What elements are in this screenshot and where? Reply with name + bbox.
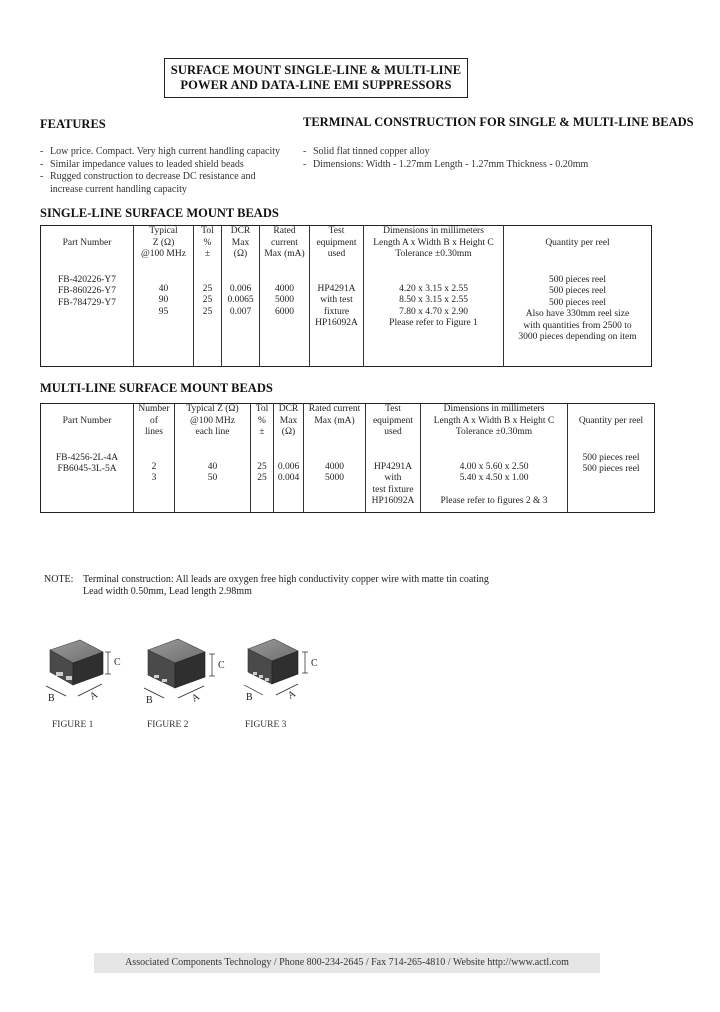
header-lines: Number [138,404,170,414]
terminal-item: - Dimensions: Width - 1.27mm Length - 1.27mm Thickness - 0.20mm [303,159,683,172]
dimensions-value: 8.50 x 3.15 x 2.55 [399,295,468,305]
current-value: 5000 [275,295,294,305]
footer-bar [94,953,600,973]
terminal-heading: TERMINAL CONSTRUCTION FOR SINGLE & MULTI-LINE BEADS [303,115,694,129]
header-z: each line [195,427,230,437]
header-equip: Test [328,226,345,236]
header-equip: equipment [316,237,357,248]
figure-3-a-label: A [286,688,298,702]
figure-2-c-label: C [218,660,225,671]
dcr-column [222,226,260,367]
dimensions-value: 4.00 x 5.60 x 2.50 [459,461,529,472]
header-z: Z (Ω) [152,237,175,248]
figure-3-label: FIGURE 3 [245,720,287,730]
figure-1-b-label: B [48,693,55,704]
current-column [304,404,366,513]
quantity-value: 500 pieces reel [549,286,606,296]
header-dcr: (Ω) [233,249,248,259]
header-z: Typical Z (Ω) [186,404,239,414]
header-current: Rated current [308,404,361,414]
equipment-value: with test [320,295,353,305]
figure-3-bead [248,639,298,684]
impedance-column [134,226,194,367]
features-heading: FEATURES [40,117,106,131]
equipment-value: with [384,473,402,483]
tolerance-value: 25 [202,295,213,305]
dimensions-column [364,226,504,367]
header-part: Part Number [62,416,112,426]
header-dims: Tolerance ±0.30mm [455,427,533,437]
equipment-value: test fixture [372,484,414,495]
header-dims: Length A x Width B x Height C [373,237,494,248]
lines-value: 3 [151,473,157,483]
current-column [260,226,310,367]
header-equip: equipment [372,415,414,426]
header-equip: used [384,427,402,437]
part-number-column [41,404,134,513]
header-tol: ± [204,249,211,259]
header-current: Max (mA) [264,249,305,259]
part-number: FB-4256-2L-4A [55,452,119,463]
header-dims: Tolerance ±0.30mm [395,249,472,259]
part-number: FB-420226-Y7 [57,274,117,285]
figure-2-a-label: A [190,691,202,705]
dcr-value: 0.004 [277,473,300,483]
header-tol: ± [259,427,265,437]
multi-line-table [40,403,655,513]
equipment-column [310,226,364,367]
quantity-value: 500 pieces reel [549,297,606,308]
current-value: 5000 [325,473,344,483]
header-dcr: Max [231,237,250,248]
quantity-column [504,226,652,367]
header-tol: Tol [201,226,214,236]
equipment-value: HP16092A [371,496,415,506]
part-number: FB6045-3L-5A [57,464,117,474]
figure-1-c-label: C [114,657,121,668]
header-current: Max (mA) [314,415,355,426]
figure-2-label: FIGURE 2 [147,720,189,730]
equipment-value: HP4291A [317,283,356,294]
header-qty: Quantity per reel [545,238,610,248]
header-z: Typical [149,226,178,236]
header-dcr: DCR [230,226,251,236]
impedance-value: 95 [158,306,169,317]
title-box [164,58,468,98]
figure-3-c-label: C [311,658,318,669]
impedance-value: 50 [207,473,218,483]
tolerance-value: 25 [257,473,267,483]
header-equip: Test [385,404,401,414]
header-dcr: DCR [278,404,299,414]
dcr-value: 0.006 [229,283,252,294]
tolerance-column [251,404,274,513]
dcr-value: 0.007 [229,306,252,317]
footer-text: Associated Components Technology / Phone 800-234-2645 / Fax 714-265-4810 / Website http://www.actl.com [125,957,569,968]
table-row [41,226,652,367]
figure-3-b-label: B [246,692,253,703]
equipment-column [366,404,421,513]
current-value: 4000 [275,283,294,294]
quantity-value: 3000 pieces depending on item [518,332,637,342]
header-dcr: (Ω) [281,427,296,437]
tolerance-value: 25 [257,461,267,472]
lines-column [134,404,175,513]
tolerance-value: 25 [202,283,213,294]
quantity-value: 500 pieces reel [549,274,606,285]
table-row [41,404,655,513]
title-line-2: POWER AND DATA-LINE EMI SUPPRESSORS [180,78,452,92]
header-z: @100 MHz [190,415,235,426]
terminal-item: - Solid flat tinned copper alloy [303,146,683,159]
quantity-column [568,404,655,513]
figure-1-a-label: A [88,689,100,703]
quantity-value: with quantities from 2500 to [523,320,632,331]
note-label: NOTE: [44,574,74,585]
quantity-value: 500 pieces reel [582,464,640,474]
quantity-value: 500 pieces reel [582,452,640,463]
multi-line-heading: MULTI-LINE SURFACE MOUNT BEADS [40,381,273,395]
dcr-value: 0.0065 [227,295,254,305]
feature-item: - Rugged construction to decrease DC resistance and increase current handling capacity [40,171,290,196]
header-part: Part Number [62,238,112,248]
figure-1-bead [50,640,103,685]
part-number: FB-784729-Y7 [57,297,117,308]
equipment-value: HP4291A [373,461,412,472]
feature-item: - Low price. Compact. Very high current handling capacity [40,146,290,159]
dimensions-value: Please refer to figures 2 & 3 [440,496,548,506]
impedance-value: 90 [158,295,169,305]
header-lines: lines [145,427,163,437]
title-line-1: SURFACE MOUNT SINGLE-LINE & MULTI-LINE [170,63,462,77]
header-qty: Quantity per reel [578,416,644,426]
dcr-value: 0.006 [277,461,300,472]
lines-value: 2 [151,461,157,472]
terminal-list [303,146,683,171]
header-tol: Tol [255,404,269,414]
header-dims: Dimensions in millimeters [443,404,545,414]
tolerance-value: 25 [202,306,213,317]
feature-item: - Similar impedance values to leaded shield beads [40,159,290,172]
dimensions-value: Please refer to Figure 1 [389,318,478,328]
dimensions-value: 5.40 x 4.50 x 1.00 [459,473,529,483]
note-line-2: Lead width 0.50mm, Lead length 2.98mm [83,586,252,597]
single-line-table [40,225,652,367]
quantity-value: Also have 330mm reel size [525,309,630,319]
dimensions-value: 4.20 x 3.15 x 2.55 [399,283,468,294]
header-tol: % [258,415,266,426]
current-value: 4000 [325,461,344,472]
header-z: @100 MHz [141,249,186,259]
single-line-heading: SINGLE-LINE SURFACE MOUNT BEADS [40,206,279,220]
dcr-column [274,404,304,513]
impedance-value: 40 [207,461,218,472]
note-line-1: Terminal construction: All leads are oxygen free high conductivity copper wire with matte tin coating [83,574,489,585]
header-dims: Length A x Width B x Height C [433,415,555,426]
equipment-value: HP16092A [315,318,358,328]
current-value: 6000 [275,306,294,317]
header-current: Rated [273,226,296,236]
dimensions-value: 7.80 x 4.70 x 2.90 [399,306,468,317]
figure-2-bead [148,639,205,688]
header-tol: % [203,237,212,248]
header-dims: Dimensions in millimeters [383,226,484,236]
part-number-column [41,226,134,367]
impedance-column [175,404,251,513]
header-equip: used [327,249,346,259]
figure-1-label: FIGURE 1 [52,720,94,730]
tolerance-column [194,226,222,367]
part-number: FB-860226-Y7 [57,286,117,296]
figure-2-b-label: B [146,695,153,706]
features-list [40,146,290,196]
dimensions-column [421,404,568,513]
header-current: current [271,237,298,248]
impedance-value: 40 [158,283,169,294]
header-lines: of [150,415,158,426]
equipment-value: fixture [323,306,350,317]
header-dcr: Max [279,415,298,426]
